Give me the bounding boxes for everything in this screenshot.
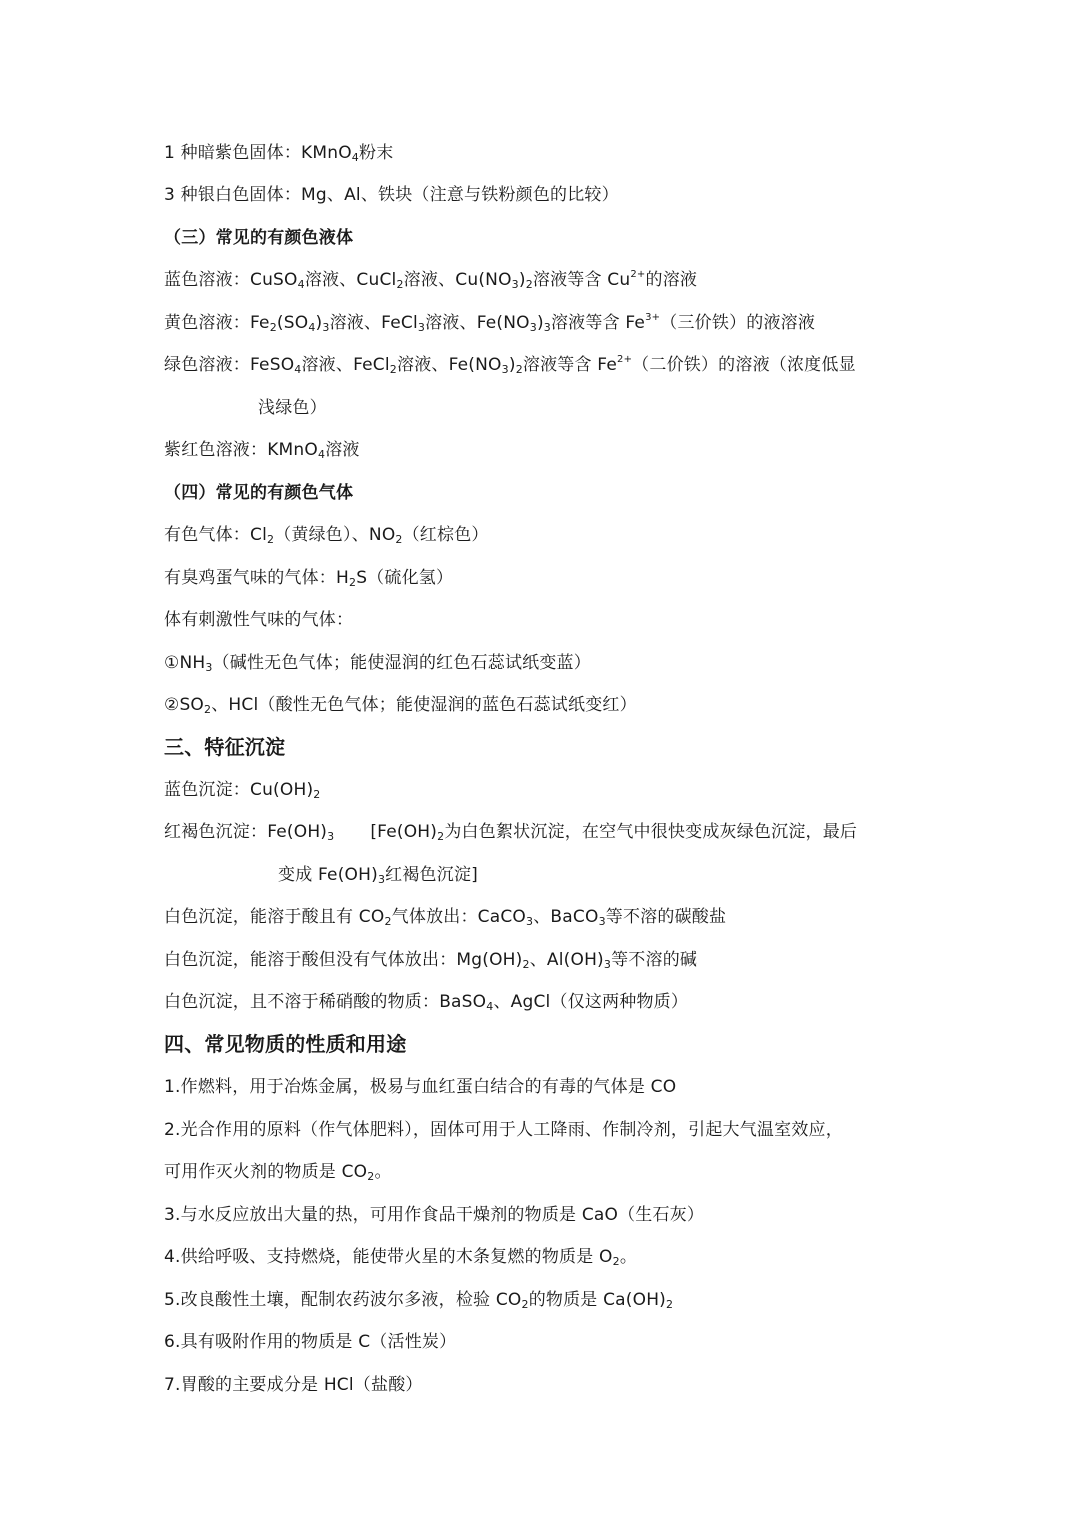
- property-item-2-continued: 可用作灭火剂的物质是 $CO_2$。: [164, 1162, 392, 1183]
- white-insoluble-precipitate-line: 白色沉淀，且不溶于稀硝酸的物质：BaSO$_4$、AgCl（仅这两种物质）: [164, 992, 689, 1013]
- property-item-1: 1.作燃料，用于冶炼金属，极易与血红蛋白结合的有毒的气体是 CO: [164, 1077, 677, 1097]
- white-co2-precipitate-line: 白色沉淀，能溶于酸且有 $CO_2$气体放出：CaCO$_3$、BaCO$_3$等不溶的碳酸盐: [164, 907, 727, 928]
- property-item-7: 7.胃酸的主要成分是 HCl（盐酸）: [164, 1375, 423, 1395]
- purple-solid-line: 1 种暗紫色固体：KMnO$_4$粉末: [164, 143, 394, 164]
- colored-gas-line: 有色气体：$Cl_2$（黄绿色）、$NO_2$（红棕色）: [164, 525, 489, 546]
- properties-heading: 四、常见物质的性质和用途: [164, 1032, 407, 1056]
- property-item-2: 2.光合作用的原料（作气体肥料），固体可用于人工降雨、作制冷剂，引起大气温室效应，: [164, 1120, 843, 1140]
- nh3-line: $①NH_3$（碱性无色气体；能使湿润的红色石蕊试纸变蓝）: [164, 653, 591, 674]
- red-brown-precipitate-line: 红褐色沉淀：$Fe(OH)_3$ [$Fe(OH)_2$为白色絮状沉淀，在空气中很快变成灰绿色沉淀，最后: [164, 822, 858, 843]
- property-item-6: 6.具有吸附作用的物质是 C（活性炭）: [164, 1332, 457, 1352]
- red-brown-note-continued: 变成 $Fe(OH)_3$红褐色沉淀]: [278, 865, 478, 886]
- property-item-5: 5.改良酸性土壤，配制农药波尔多液，检验 $CO_2$的物质是 $Ca(OH)_2$: [164, 1290, 674, 1311]
- blue-precipitate-line: 蓝色沉淀：$Cu(OH)_2$: [164, 780, 321, 801]
- green-solution-continued: 浅绿色）: [258, 398, 327, 418]
- gases-heading: （四）常见的有颜色气体: [164, 483, 354, 503]
- pungent-gas-line: 体有刺激性气味的气体：: [164, 610, 354, 630]
- silver-solid-line: 3 种银白色固体：Mg、Al、铁块（注意与铁粉颜色的比较）: [164, 185, 619, 205]
- purple-solution-line: 紫红色溶液：KMnO$_4$溶液: [164, 440, 360, 461]
- so2-hcl-line: $②SO_2$、HCl（酸性无色气体；能使湿润的蓝色石蕊试纸变红）: [164, 695, 637, 716]
- blue-solution-line: 蓝色溶液：CuSO$_4$溶液、CuCl$_2$溶液、$Cu(NO_3)_2$溶液等含 $Cu^{2+}$的溶液: [164, 269, 698, 291]
- property-item-4: 4.供给呼吸、支持燃烧，能使带火星的木条复燃的物质是 $O_2$。: [164, 1247, 638, 1268]
- white-no-gas-precipitate-line: 白色沉淀，能溶于酸但没有气体放出：$Mg(OH)_2$、$Al(OH)_3$等不溶的碱: [164, 950, 698, 971]
- precipitates-heading: 三、特征沉淀: [164, 735, 286, 759]
- green-solution-line: 绿色溶液：FeSO$_4$溶液、FeCl$_2$溶液、$Fe(NO_3)_2$溶液等含 $Fe^{2+}$（二价铁）的溶液（浓度低显: [164, 354, 856, 376]
- property-item-3: 3.与水反应放出大量的热，可用作食品干燥剂的物质是 CaO（生石灰）: [164, 1205, 705, 1225]
- egg-smell-gas-line: 有臭鸡蛋气味的气体：$H_2S$（硫化氢）: [164, 568, 454, 589]
- liquids-heading: （三）常见的有颜色液体: [164, 228, 354, 248]
- yellow-solution-line: 黄色溶液：$Fe_2(SO_4)_3$溶液、FeCl$_3$溶液、$Fe(NO_3)_3$溶液等含 $Fe^{3+}$（三价铁）的液溶液: [164, 312, 816, 334]
